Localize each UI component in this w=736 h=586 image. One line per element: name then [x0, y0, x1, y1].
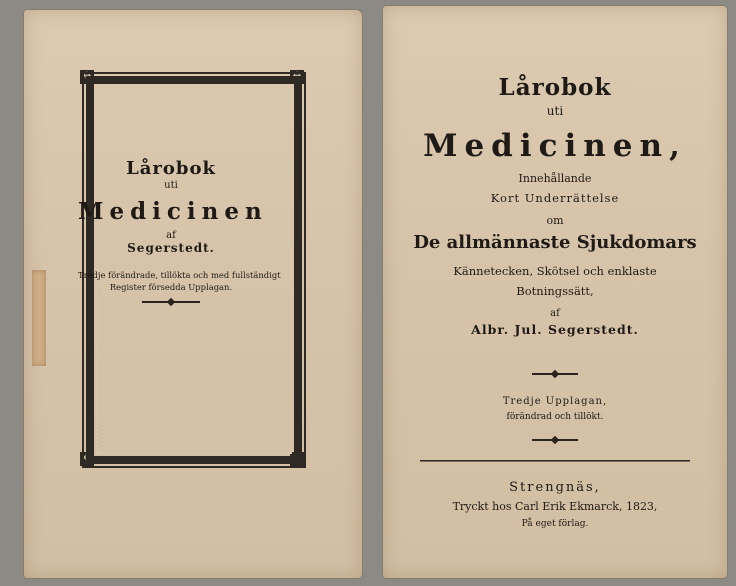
title-publisher: På eget förlag.	[521, 519, 589, 529]
title-edition-note: förändrad och tillökt.	[506, 412, 604, 422]
cover-subject: Medicinen	[78, 198, 268, 225]
frame-corner-ornament-icon: ✥	[290, 70, 304, 84]
title-author: Albr. Jul. Segerstedt.	[471, 322, 639, 337]
title-place: Strengnäs,	[509, 480, 601, 495]
title-rule	[420, 460, 690, 461]
title-kannetecken: Kännetecken, Skötsel och enklaste	[453, 264, 657, 278]
cover-edition-line-1: Tredje förändrade, tillökta och med fullständigt	[78, 270, 281, 280]
title-divider-ornament	[532, 373, 578, 375]
title-edition: Tredje Upplagan,	[502, 396, 608, 407]
cover-spine-strip	[32, 270, 46, 366]
title-heading: Lårobok	[498, 74, 612, 101]
title-om: om	[546, 214, 564, 227]
title-botningssatt: Botningssätt,	[516, 284, 594, 298]
frame-corner-ornament-icon: ✥	[80, 452, 94, 466]
title-printer: Tryckt hos Carl Erik Ekmarck, 1823,	[452, 500, 658, 513]
title-innehallande: Innehållande	[518, 172, 592, 185]
frame-corner-ornament-icon: ✥	[290, 452, 304, 466]
title-subject: Medicinen,	[423, 128, 687, 164]
frame-corner-ornament-icon: ✥	[80, 70, 94, 84]
cover-af: af	[166, 230, 176, 241]
cover-author: Segerstedt.	[127, 241, 215, 255]
cover-uti: uti	[164, 180, 178, 191]
title-divider-ornament	[532, 439, 578, 441]
title-sjukdomars: De allmännaste Sjukdomars	[413, 232, 697, 253]
cover-title: Lårobok	[126, 158, 216, 179]
cover-divider-ornament	[142, 301, 200, 303]
cover-page	[24, 10, 362, 578]
cover-edition-line-2: Register försedda Upplagan.	[109, 282, 233, 292]
title-kort-underrattelse: Kort Underrättelse	[490, 191, 620, 205]
title-uti: uti	[546, 104, 564, 118]
title-af: af	[550, 308, 560, 319]
